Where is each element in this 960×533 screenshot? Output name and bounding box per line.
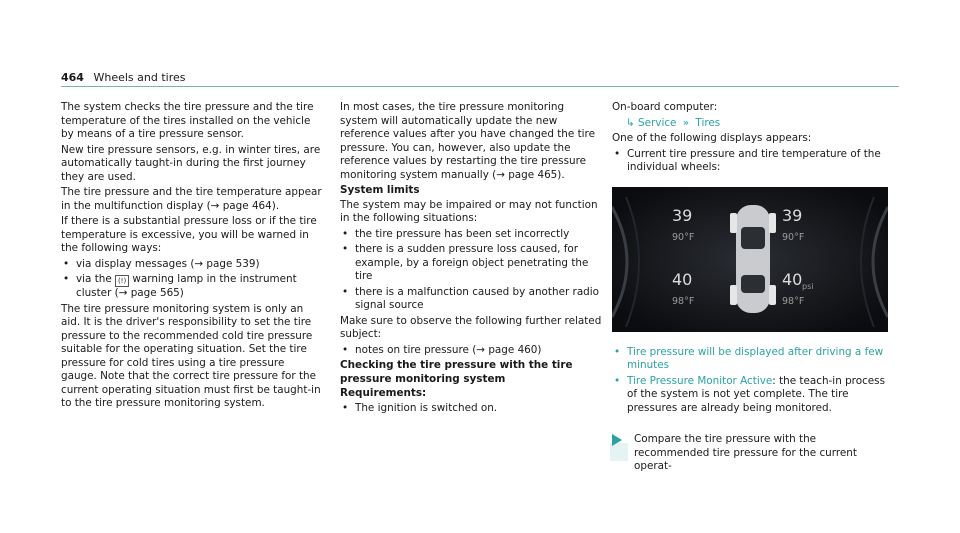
bullet-icon: • [614, 345, 621, 358]
bullet-icon: • [614, 374, 621, 387]
list-item-text: warning lamp in the instrument cluster (→ page 565) [76, 273, 297, 299]
paragraph: One of the following displays appears: [612, 132, 812, 144]
step-text: Compare the tire pressure with the recommended tire pressure for the current operat- [634, 433, 857, 472]
bullet-icon: • [342, 285, 349, 298]
list-item-text: The ignition is switched on. [355, 401, 498, 414]
instruction-step [612, 433, 887, 474]
list-item [612, 346, 887, 373]
list-item-text: via the [76, 273, 112, 285]
list-item [612, 375, 887, 416]
warning-list [61, 258, 323, 301]
paragraph: The tire pressure and the tire temperature appear in the multifunction display (→ page 464). [61, 186, 322, 212]
menu-path [612, 117, 887, 131]
rear-left-pressure: 40 [672, 269, 693, 289]
requirements-list [340, 402, 602, 416]
list-item [61, 258, 323, 272]
tire-pressure-warning-lamp-icon: (!) [115, 275, 129, 287]
page-header [61, 71, 185, 84]
section-title: Wheels and tires [93, 71, 186, 84]
list-item [340, 402, 602, 416]
display-list [612, 148, 887, 175]
rear-left-temperature: 98°F [672, 295, 695, 307]
instrument-cluster-graphic [612, 187, 888, 332]
page-number: 464 [61, 71, 84, 84]
list-item-text: Current tire pressure and tire temperature of the individual wheels: [627, 147, 881, 173]
bullet-icon: • [63, 257, 70, 270]
bullet-icon: • [342, 343, 349, 356]
list-item [612, 148, 887, 175]
list-item [340, 228, 602, 242]
bullet-icon: • [614, 147, 621, 160]
tire-pressure-display-image [612, 187, 888, 332]
limits-list [340, 228, 602, 313]
list-item-text: : the teach-in process of the system is not yet complete. The tire pressures are already being monitored. [627, 374, 886, 414]
related-list [340, 344, 602, 358]
list-item [340, 243, 602, 284]
menu-item-service: Service [638, 116, 677, 129]
column-middle [340, 101, 602, 417]
column-left [61, 101, 323, 413]
list-item [340, 286, 602, 313]
list-item-text: there is a malfunction caused by another radio signal source [355, 285, 600, 311]
list-item-text: via display messages (→ page 539) [76, 257, 260, 270]
heading-requirements: Requirements: [340, 387, 427, 399]
list-item-text: notes on tire pressure (→ page 460) [355, 343, 542, 356]
rear-right-pressure: 40 [782, 269, 803, 289]
status-list [612, 346, 887, 416]
list-item-text: the tire pressure has been set incorrectly [355, 227, 570, 240]
list-item [61, 273, 323, 301]
pressure-unit: psi [802, 281, 814, 291]
front-left-temperature: 90°F [672, 231, 695, 243]
paragraph: If there is a substantial pressure loss or if the tire temperature is excessive, you will be warned in the following ways: [61, 215, 317, 254]
paragraph: The system checks the tire pressure and the tire temperature of the tires installed on the vehicle by means of a tire pressure sensor. [61, 101, 314, 140]
double-chevron-icon: » [682, 116, 690, 129]
step-arrow-icon [612, 434, 622, 446]
list-item [340, 344, 602, 358]
bullet-icon: • [342, 243, 349, 255]
status-message-text: Tire Pressure Monitor Active [627, 374, 773, 387]
list-item-text: there is a sudden pressure loss caused, for example, by a foreign object penetrating the tire [355, 243, 589, 282]
paragraph: New tire pressure sensors, e.g. in winter tires, are automatically taught-in during the first journey they are used. [61, 143, 321, 183]
list-item-text: Tire pressure will be displayed after driving a few minutes [627, 345, 884, 371]
rear-right-temperature: 98°F [782, 295, 805, 307]
bullet-icon: • [63, 273, 70, 285]
menu-item-tires: Tires [695, 116, 721, 129]
car-top-view-icon [730, 205, 776, 313]
paragraph: The tire pressure monitoring system is only an aid. It is the driver's responsibility to set the tire pressure to the recommended cold tire pressure suitable for the operating situation. Set the tire pressure for cold tires using a tire pressure gauge. Note that the correct tire pressure for the current operating situation must first be taught-in to the tire pressure monitoring system. [61, 302, 321, 409]
column-right [612, 101, 887, 474]
submenu-arrow-icon: ↳ [626, 116, 635, 129]
front-right-temperature: 90°F [782, 231, 805, 243]
front-right-pressure: 39 [782, 205, 803, 225]
front-left-pressure: 39 [672, 205, 693, 225]
bullet-icon: • [342, 401, 349, 414]
heading-checking: Checking the tire pressure with the tire pressure monitoring system [340, 359, 573, 385]
paragraph: The system may be impaired or may not function in the following situations: [340, 198, 598, 224]
header-divider [61, 86, 899, 87]
paragraph: On-board computer: [612, 101, 718, 113]
paragraph: In most cases, the tire pressure monitoring system will automatically update the new reference values after you have changed the tire pressure. You can, however, also update the reference values by restarting the tire pressure monitoring system manually (→ page 465). [340, 101, 595, 181]
paragraph: Make sure to observe the following further related subject: [340, 314, 602, 340]
heading-system-limits: System limits [340, 184, 420, 196]
bullet-icon: • [342, 227, 349, 240]
